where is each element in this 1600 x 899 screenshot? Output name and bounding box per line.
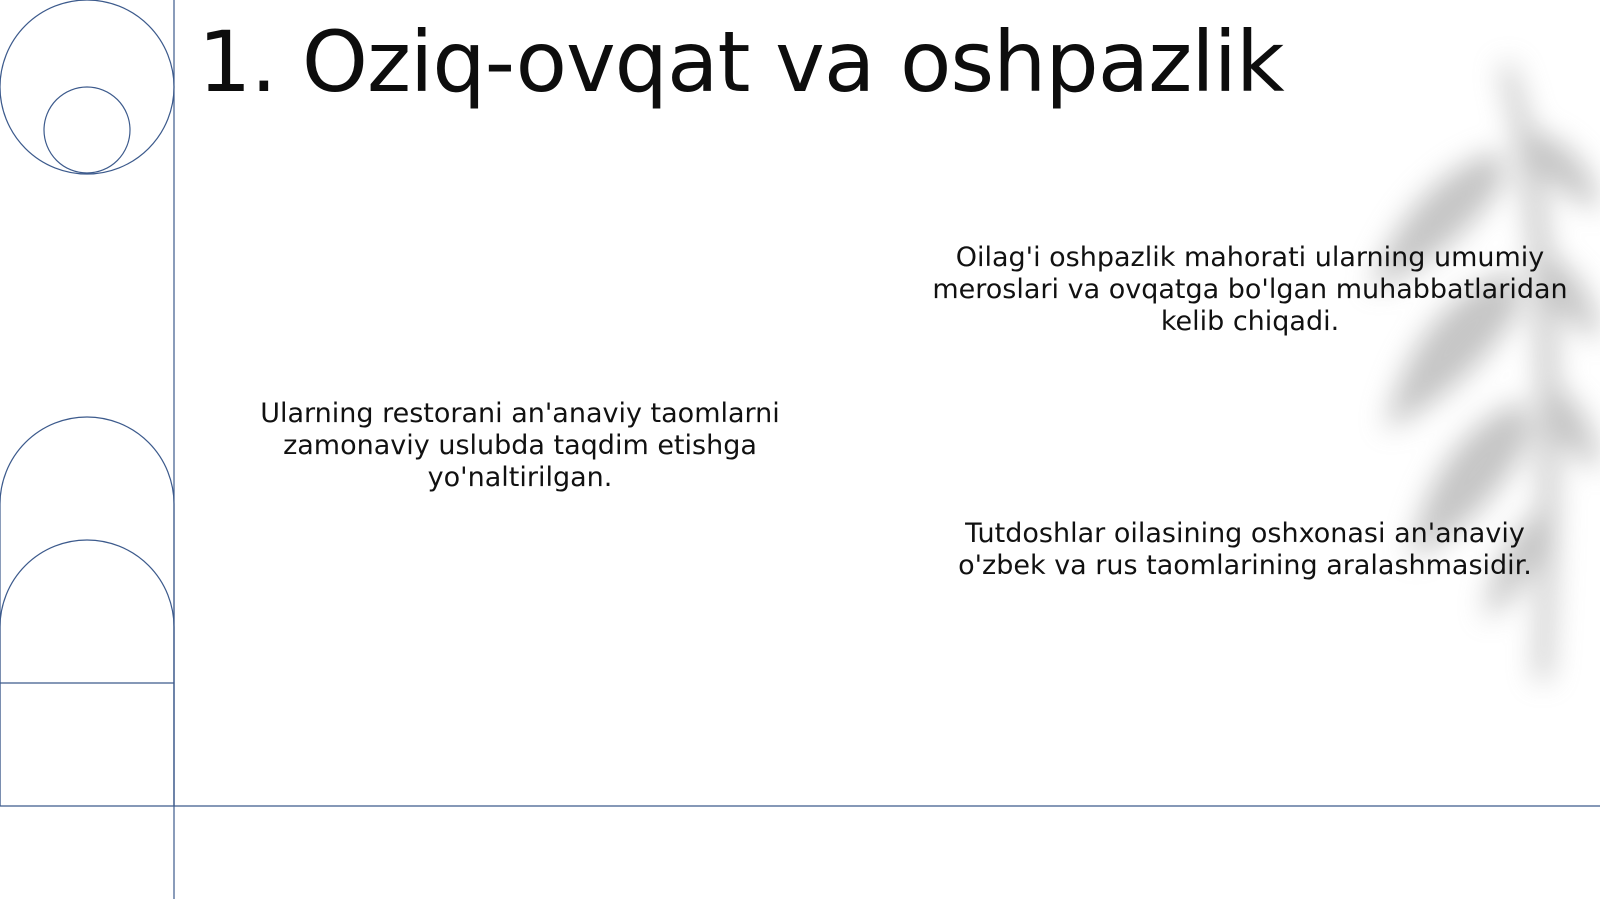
small-circle <box>44 87 130 173</box>
text-block-cuisine: Tutdoshlar oilasining oshxonasi an'anaviy o'zbek va rus taomlarining aralashmasidir. <box>958 518 1532 581</box>
lower-arch <box>0 540 174 806</box>
upper-arch <box>0 417 174 806</box>
slide-title: 1. Oziq-ovqat va oshpazlik <box>198 13 1284 111</box>
text-block-heritage: Oilag'i oshpazlik mahorati ularning umumiy meroslari va ovqatga bo'lgan muhabbatlaridan kelib chiqadi. <box>932 242 1568 337</box>
text-block-restaurant: Ularning restorani an'anaviy taomlarni zamonaviy uslubda taqdim etishga yo'naltirilgan. <box>260 398 780 493</box>
